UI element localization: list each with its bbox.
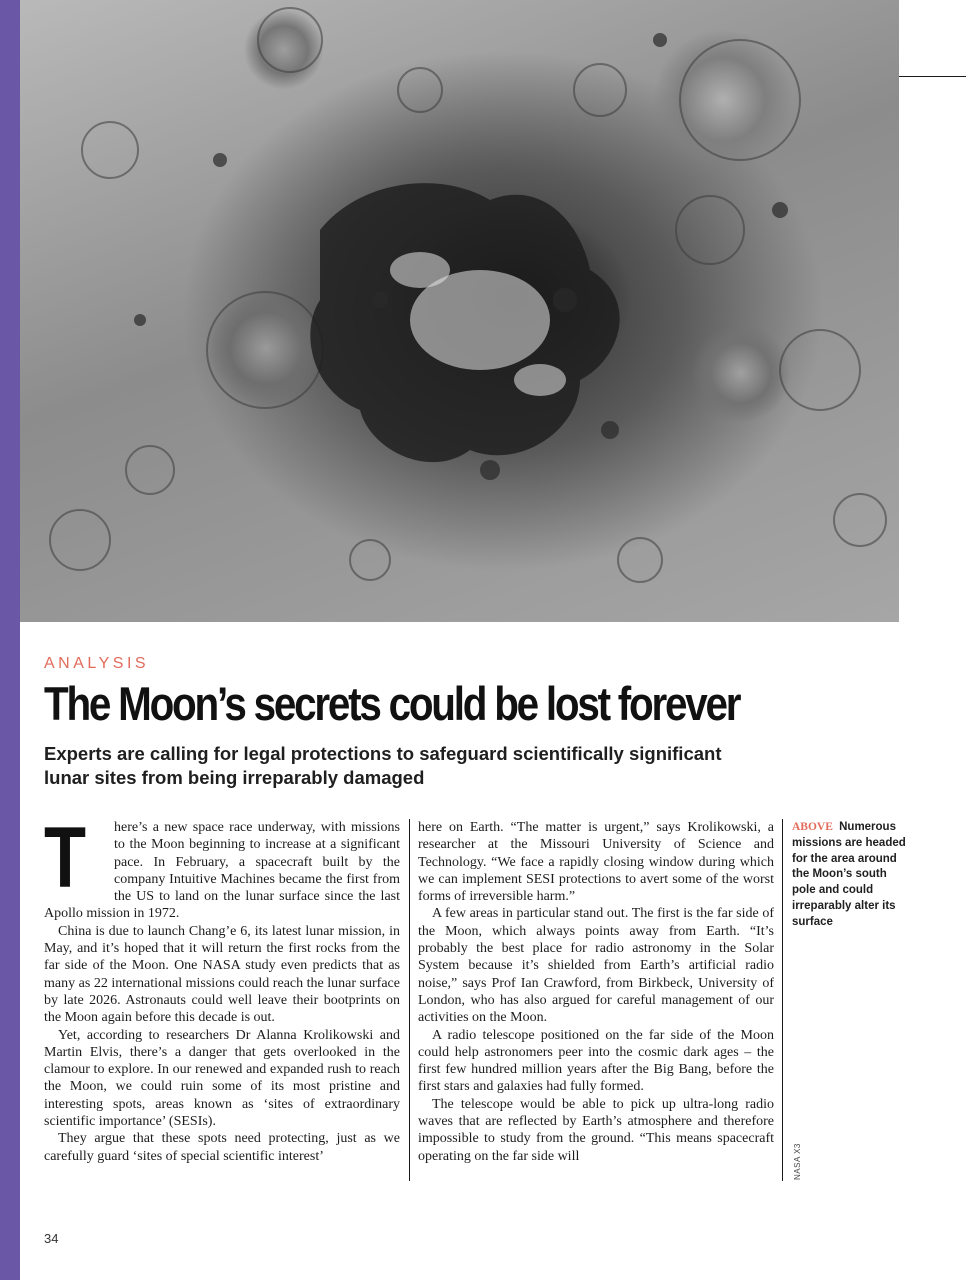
page-number: 34 [44,1231,59,1246]
paragraph: Yet, according to researchers Dr Alanna Krolikowski and Martin Elvis, there’s a danger that gets overlooked in the clamour to explore. In our renewed and expanded rush to reach the Moon, we could ruin some of its most pristine and interesting spots, areas known as ‘sites of extraordinary scientific importance’ (SESIs). [44,1027,400,1130]
paragraph: The telescope would be able to pick up ultra-long radio waves that are reflected by Earth’s atmosphere and therefore impossible to study from the ground. “This means spacecraft operating on the far side will [418,1096,774,1164]
paragraph: China is due to launch Chang’e 6, its latest lunar mission, in May, and it’s hoped that it will return the first rocks from the far side of the Moon. One NASA study even predicts that as many as 22 international missions could reach the lunar surface by late 2026. Astronauts could well leave their bootprints on the Moon again before this decade is out. [44,923,400,1026]
purple-spine-bar [0,0,20,1280]
body-column-2 [418,819,774,1181]
body-column-1 [44,819,400,1181]
paragraph: They argue that these spots need protecting, just as we carefully guard ‘sites of special scientific interest’ [44,1131,400,1164]
paragraph: here on Earth. “The matter is urgent,” says Krolikowski, a researcher at the Missouri University of Science and Technology. “We face a rapidly closing window during which we can implement SESI protections to avert some of the worst forms of irreversible harm.” [418,820,774,905]
headline: The Moon’s secrets could be lost forever [44,677,740,730]
top-rule [899,76,966,77]
caption-lead: ABOVE [792,821,833,833]
caption-text: Numerous missions are headed for the area around the Moon’s south pole and could irreparably alter its surface [792,821,906,928]
column-divider [782,819,783,1181]
paragraph: A few areas in particular stand out. The first is the far side of the Moon, which always points away from Earth. “It’s probably the best place for radio astronomy in the Solar System because it’s shielded from Earth’s artificial radio noise,” says Prof Ian Crawford, from Birkbeck, University of London, who has also argued for careful management of our activities on the Moon. [418,906,774,1026]
lunar-south-pole-photo [20,0,899,622]
paragraph: here’s a new space race underway, with missions to the Moon beginning to increase at a significant pace. In February, a spacecraft built by the company Intuitive Machines became the first from the US to land on the lunar surface since the last Apollo mission in 1972. [44,820,400,922]
section-kicker: ANALYSIS [44,655,150,672]
photo-caption [792,820,912,931]
paragraph: A radio telescope positioned on the far side of the Moon could help astronomers peer into the cosmic dark ages – the first few hundred million years after the Big Bang, before the first stars and galaxies had fully formed. [418,1027,774,1095]
column-divider [409,819,410,1181]
drop-cap: T [44,819,87,906]
standfirst: Experts are calling for legal protections to safeguard scientifically significant lunar sites from being irreparably damaged [44,743,722,788]
photo-credit: NASA X3 [793,1143,802,1180]
